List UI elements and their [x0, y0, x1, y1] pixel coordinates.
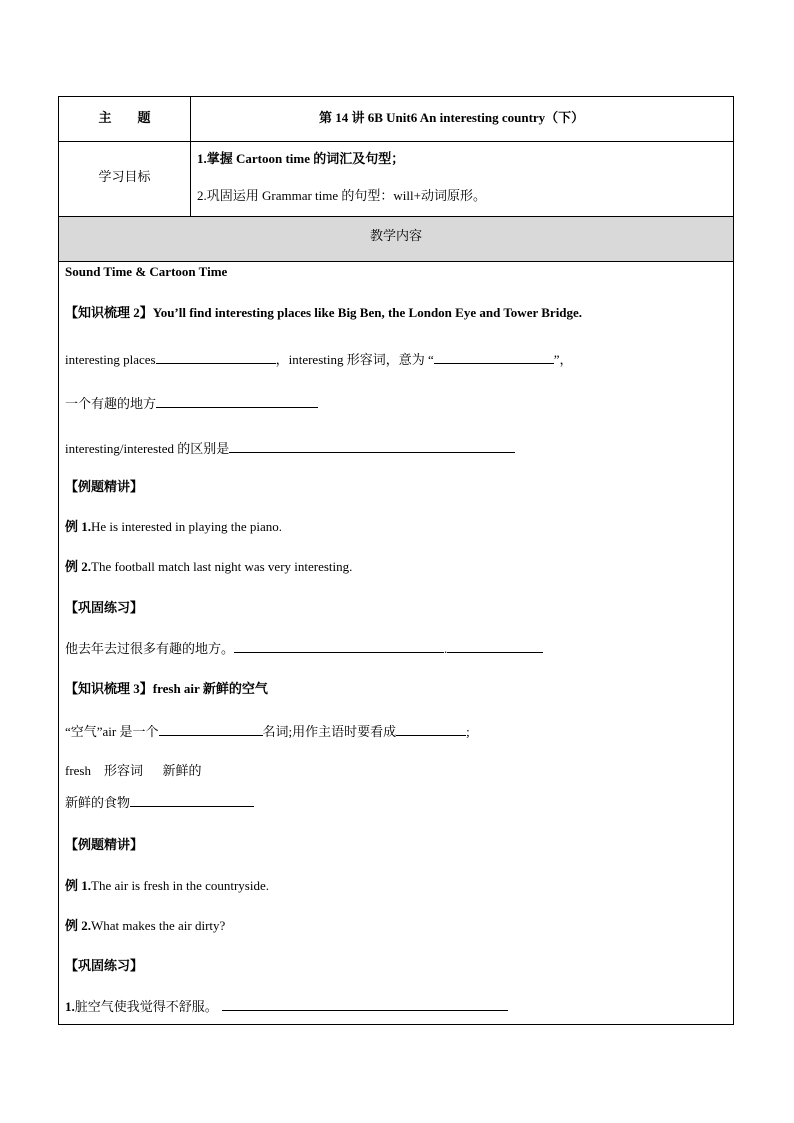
- knowledge-2-line-3: [65, 438, 515, 457]
- knowledge-2-title: 【知识梳理 2】You’ll find interesting places like Big Ben, the London Eye and Tower Bridge.: [65, 305, 583, 320]
- knowledge-3-line-3: [65, 792, 254, 811]
- example-label: 例 2.: [65, 559, 92, 574]
- example-heading: 【例题精讲】: [65, 479, 144, 494]
- practice-2: [65, 996, 508, 1015]
- example-text: The football match last night was very interesting.: [91, 559, 353, 574]
- instruction-text: 新鲜的食物: [65, 795, 131, 810]
- example-2: [65, 556, 352, 575]
- practice-heading: 【巩固练习】: [65, 600, 144, 615]
- goal-item-1: 1.掌握 Cartoon time 的词汇及句型；: [197, 151, 405, 166]
- lesson-table: [58, 96, 734, 1025]
- column-divider: [190, 97, 191, 216]
- content-heading: 教学内容: [369, 228, 422, 243]
- row-divider: [59, 141, 733, 142]
- example-text: The air is fresh in the countryside.: [91, 878, 269, 893]
- answer-blank[interactable]: [159, 723, 263, 736]
- section-title: Sound Time & Cartoon Time: [65, 264, 228, 279]
- knowledge-3-line-1: [65, 721, 470, 740]
- instruction-text: 名词;用作主语时要看成: [262, 724, 397, 739]
- goal-label: 学习目标: [98, 169, 151, 184]
- example-label: 例 1.: [65, 519, 92, 534]
- phrase-text: interesting places: [65, 352, 156, 367]
- answer-blank[interactable]: [396, 723, 466, 736]
- practice-text: 脏空气使我觉得不舒服。: [74, 999, 218, 1014]
- example-text: He is interested in playing the piano.: [91, 519, 282, 534]
- example-3: [65, 875, 269, 894]
- answer-blank[interactable]: [222, 998, 508, 1011]
- example-label: 例 2.: [65, 918, 92, 933]
- example-1: [65, 516, 282, 535]
- answer-blank[interactable]: [156, 351, 276, 364]
- topic-value: 第 14 讲 6B Unit6 An interesting country（下）: [319, 110, 585, 125]
- practice-label: 1.: [65, 999, 75, 1014]
- instruction-text: ，interesting 形容词，意为 “: [275, 352, 434, 367]
- knowledge-3-line-2: fresh 形容词 新鲜的: [65, 763, 202, 778]
- example-heading: 【例题精讲】: [65, 837, 144, 852]
- answer-blank[interactable]: [434, 351, 554, 364]
- answer-blank[interactable]: [130, 794, 254, 807]
- separator-text: .: [444, 641, 448, 656]
- instruction-text: interesting/interested 的区别是: [65, 441, 230, 456]
- instruction-text: 一个有趣的地方: [65, 396, 157, 411]
- knowledge-2-line-1: [65, 349, 573, 368]
- practice-heading: 【巩固练习】: [65, 958, 144, 973]
- row-divider: [59, 261, 733, 262]
- answer-blank[interactable]: [156, 395, 318, 408]
- knowledge-2-line-2: [65, 393, 318, 412]
- instruction-text: ;: [466, 724, 470, 739]
- practice-text: 他去年去过很多有趣的地方。: [65, 641, 235, 656]
- example-text: What makes the air dirty?: [91, 918, 226, 933]
- answer-blank[interactable]: [234, 640, 444, 653]
- instruction-text: “空气”air 是一个: [65, 724, 159, 739]
- answer-blank[interactable]: [447, 640, 543, 653]
- example-label: 例 1.: [65, 878, 92, 893]
- practice-1: [65, 638, 543, 657]
- topic-label: 主 题: [98, 110, 151, 125]
- example-4: [65, 915, 225, 934]
- knowledge-3-title: 【知识梳理 3】fresh air 新鲜的空气: [65, 681, 268, 696]
- instruction-text: ”，: [553, 352, 573, 367]
- answer-blank[interactable]: [229, 440, 515, 453]
- goal-item-2: 2.巩固运用 Grammar time 的句型：will+动词原形。: [197, 188, 486, 203]
